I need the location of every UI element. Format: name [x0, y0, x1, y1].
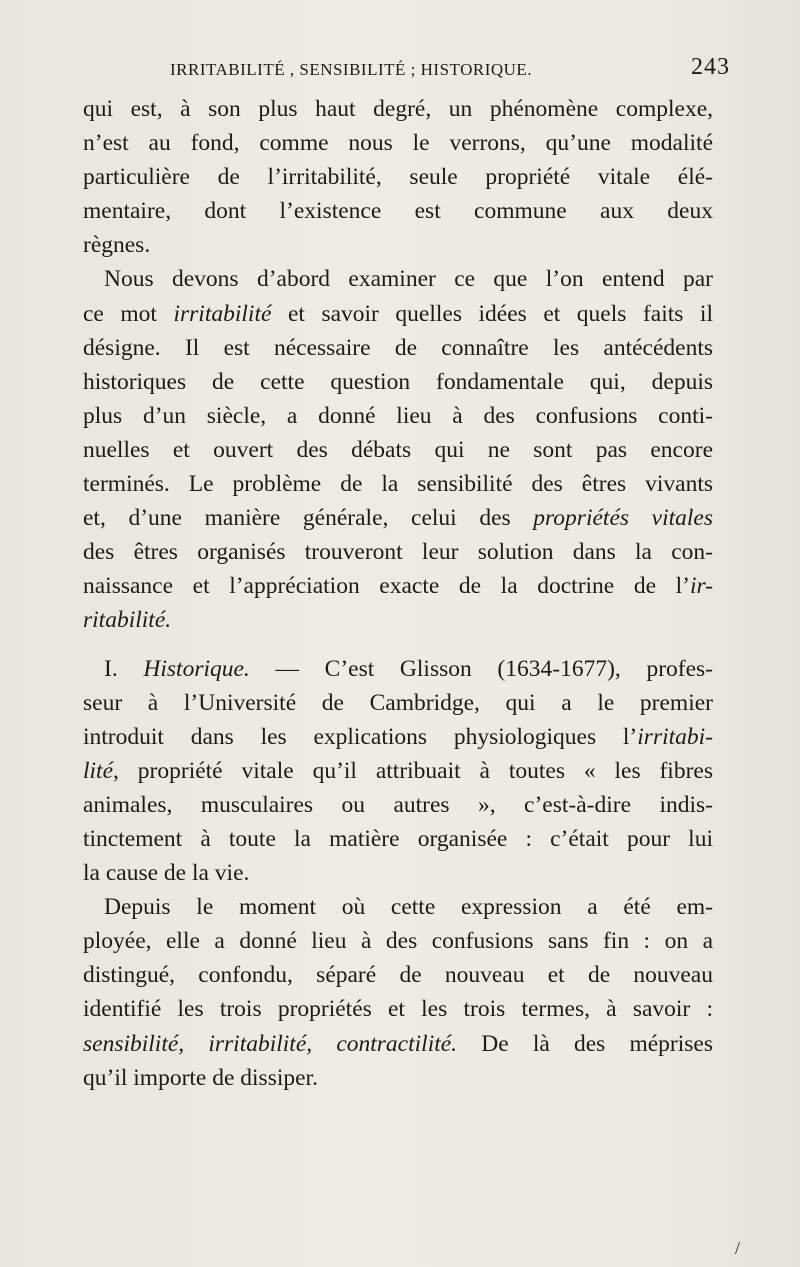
stray-mark: / — [735, 1238, 741, 1258]
text-line: qu’il importe de dissiper. — [83, 1064, 318, 1091]
running-header — [170, 56, 730, 86]
text-line: introduit dans les explications physiologiques l’irritabi- — [83, 723, 713, 750]
running-title: IRRITABILITÉ , SENSIBILITÉ ; HISTORIQUE. — [170, 60, 533, 79]
text-line: des êtres organisés trouveront leur solution dans la con- — [83, 539, 713, 566]
text-line: lité, propriété vitale qu’il attribuait à toutes « les fibres — [83, 757, 713, 784]
text-line: désigne. Il est nécessaire de connaître les antécédents — [83, 334, 713, 361]
text-line: plus d’un siècle, a donné lieu à des confusions conti- — [83, 402, 713, 429]
text-line: animales, musculaires ou autres », c’est-à-dire indis- — [83, 791, 713, 818]
page-number: 243 — [691, 54, 730, 80]
text-line: tinctement à toute la matière organisée : c’était pour lui — [83, 825, 713, 852]
text-line: ritabilité. — [83, 607, 172, 634]
text-line: sensibilité, irritabilité, contractilité. De là des méprises — [83, 1030, 713, 1057]
text-line: mentaire, dont l’existence est commune aux deux — [83, 198, 713, 225]
text-line: seur à l’Université de Cambridge, qui a le premier — [83, 689, 713, 716]
text-line: et, d’une manière générale, celui des propriétés vitales — [83, 505, 713, 532]
text-line: règnes. — [83, 232, 151, 259]
text-line: identifié les trois propriétés et les trois termes, à savoir : — [83, 996, 713, 1023]
body-text — [83, 92, 713, 1095]
text-line: nuelles et ouvert des débats qui ne sont pas encore — [83, 436, 713, 463]
text-line: terminés. Le problème de la sensibilité des êtres vivants — [83, 471, 713, 498]
text-line: Depuis le moment où cette expression a été em- — [104, 894, 713, 921]
text-line: n’est au fond, comme nous le verrons, qu’une modalité — [83, 130, 713, 157]
text-line: naissance et l’appréciation exacte de la doctrine de l’ir- — [83, 573, 713, 600]
text-line: I. Historique. — C’est Glisson (1634-1677), profes- — [104, 655, 713, 682]
text-line: distingué, confondu, séparé de nouveau et de nouveau — [83, 962, 713, 989]
section-gap — [83, 638, 713, 652]
text-line: ce mot irritabilité et savoir quelles idées et quels faits il — [83, 300, 713, 327]
text-line: particulière de l’irritabilité, seule propriété vitale élé- — [83, 164, 713, 191]
text-line: la cause de la vie. — [83, 860, 250, 887]
text-line: qui est, à son plus haut degré, un phénomène complexe, — [83, 96, 713, 122]
text-line: ployée, elle a donné lieu à des confusions sans fin : on a — [83, 928, 713, 955]
text-line: Nous devons d’abord examiner ce que l’on entend par — [104, 266, 713, 293]
text-line: historiques de cette question fondamentale qui, depuis — [83, 368, 713, 395]
